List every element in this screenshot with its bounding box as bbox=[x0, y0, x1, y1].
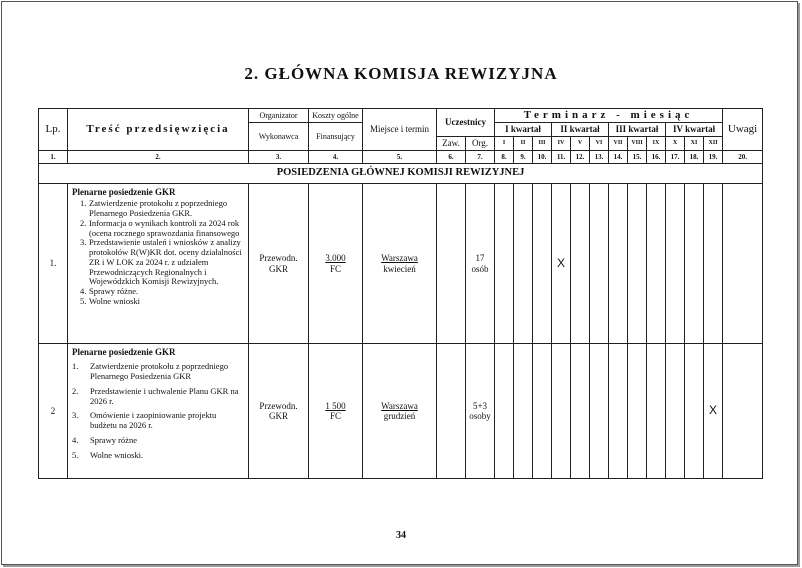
row-zaw bbox=[437, 184, 466, 344]
column-number: 20. bbox=[723, 151, 763, 164]
header-finansujacy: Finansujący bbox=[309, 123, 363, 151]
header-organizator: Organizator bbox=[249, 109, 309, 123]
item-text: Sprawy różne bbox=[90, 434, 137, 445]
miejsce-value: Warszawa bbox=[381, 253, 418, 264]
month-cell bbox=[571, 344, 590, 479]
header-miejsce: Miejsce i termin bbox=[363, 109, 437, 151]
month-header: V bbox=[571, 137, 590, 151]
row-description bbox=[68, 344, 249, 479]
column-number: 14. bbox=[609, 151, 628, 164]
month-header: VII bbox=[609, 137, 628, 151]
koszt-value: 3.000 bbox=[325, 253, 346, 264]
item-number: 4. bbox=[72, 434, 79, 445]
header-q4: IV kwartał bbox=[666, 123, 723, 137]
row-lp: 2 bbox=[39, 344, 68, 479]
month-header: III bbox=[533, 137, 552, 151]
month-cell bbox=[533, 344, 552, 479]
header-org: Org. bbox=[466, 137, 495, 151]
item-text: Zatwierdzenie protokołu z poprzedniego Plenarnego Posiedzenia GKR. bbox=[89, 198, 228, 219]
page-title: 2. GŁÓWNA KOMISJA REWIZYJNA bbox=[244, 64, 558, 83]
header-uczestnicy: Uczestnicy bbox=[437, 109, 495, 137]
column-number: 11. bbox=[552, 151, 571, 164]
item-text: Wolne wnioski bbox=[89, 296, 141, 306]
column-number: 4. bbox=[309, 151, 363, 164]
month-cell bbox=[514, 344, 533, 479]
month-cell bbox=[666, 344, 685, 479]
header-q2: II kwartał bbox=[552, 123, 609, 137]
column-number: 15. bbox=[628, 151, 647, 164]
termin-value: kwiecień bbox=[383, 263, 416, 274]
column-number: 9. bbox=[514, 151, 533, 164]
month-cell bbox=[514, 184, 533, 344]
column-number: 2. bbox=[68, 151, 249, 164]
column-number: 5. bbox=[363, 151, 437, 164]
header-koszty: Koszty ogólne bbox=[309, 109, 363, 123]
miejsce-value: Warszawa bbox=[381, 400, 418, 411]
row-wykonawca bbox=[249, 184, 309, 344]
month-header: XII bbox=[704, 137, 723, 151]
list-item bbox=[72, 219, 245, 239]
item-text: Zatwierdzenie protokołu z poprzedniego Plenarnego Posiedzenia GKR bbox=[90, 361, 229, 382]
row-wykonawca bbox=[249, 344, 309, 479]
month-cell bbox=[628, 344, 647, 479]
page-number: 34 bbox=[396, 530, 406, 541]
month-cell bbox=[609, 184, 628, 344]
month-header: II bbox=[514, 137, 533, 151]
month-header: X bbox=[666, 137, 685, 151]
item-text: Informacja o wynikach kontroli za 2024 rok (ocena rocznego sprawozdania finansowego bbox=[89, 217, 240, 238]
koszt-value: 1 500 bbox=[325, 400, 346, 411]
finansujacy-value: FC bbox=[329, 411, 341, 421]
month-cell bbox=[495, 184, 514, 344]
header-wykonawca: Wykonawca bbox=[249, 123, 309, 151]
finansujacy-value: FC bbox=[329, 263, 341, 274]
plan-table bbox=[38, 108, 763, 479]
column-number: 6. bbox=[437, 151, 466, 164]
item-number: 2. bbox=[72, 385, 79, 396]
wykonawca-line: GKR bbox=[268, 411, 288, 421]
row-title: Plenarne posiedzenie GKR bbox=[72, 347, 176, 357]
month-header: IV bbox=[552, 137, 571, 151]
month-cell bbox=[609, 344, 628, 479]
row-miejsce bbox=[363, 344, 437, 479]
month-cell bbox=[628, 184, 647, 344]
column-number: 3. bbox=[249, 151, 309, 164]
column-number: 18. bbox=[685, 151, 704, 164]
header-lp: Lp. bbox=[39, 109, 68, 151]
month-cell bbox=[571, 184, 590, 344]
table-row bbox=[39, 184, 763, 344]
month-cell bbox=[590, 344, 609, 479]
row-zaw bbox=[437, 344, 466, 479]
list-item bbox=[72, 411, 245, 431]
month-cell bbox=[685, 184, 704, 344]
month-header: I bbox=[495, 137, 514, 151]
month-header: VI bbox=[590, 137, 609, 151]
month-cell bbox=[704, 184, 723, 344]
row-description bbox=[68, 184, 249, 344]
month-cell bbox=[647, 344, 666, 479]
month-cell bbox=[666, 184, 685, 344]
agenda-list bbox=[72, 362, 245, 460]
column-number: 8. bbox=[495, 151, 514, 164]
termin-value: grudzień bbox=[383, 411, 416, 421]
item-text: Przedstawienie ustaleń i wniosków z analizy protokołów R(W)KR dot. oceny działalności ZR i W LOK za 2024 r. z udziałem Przewodniczących Regionalnych i Wojewódzkich Komisji Rewizyjnych. bbox=[89, 237, 242, 287]
month-header: XI bbox=[685, 137, 704, 151]
item-text: Sprawy różne. bbox=[89, 286, 139, 297]
list-item bbox=[72, 362, 245, 382]
uczestnicy-count: 17 bbox=[475, 253, 485, 264]
header-zaw: Zaw. bbox=[437, 137, 466, 151]
item-number: 3. bbox=[72, 410, 79, 421]
item-number: 1. bbox=[80, 198, 87, 209]
month-cell bbox=[552, 344, 571, 479]
list-item bbox=[72, 238, 245, 287]
item-text: Omówienie i zaopiniowanie projektu budżetu na 2026 r. bbox=[90, 410, 217, 431]
row-org bbox=[466, 184, 495, 344]
month-mark: X bbox=[704, 344, 723, 479]
column-number: 13. bbox=[590, 151, 609, 164]
item-number: 1. bbox=[72, 361, 79, 372]
row-miejsce bbox=[363, 184, 437, 344]
row-koszt bbox=[309, 184, 363, 344]
column-number: 7. bbox=[466, 151, 495, 164]
month-cell bbox=[590, 184, 609, 344]
row-org bbox=[466, 344, 495, 479]
list-item bbox=[72, 451, 245, 461]
item-number: 5. bbox=[72, 449, 79, 460]
wykonawca-line: GKR bbox=[268, 263, 288, 274]
month-header: VIII bbox=[628, 137, 647, 151]
uczestnicy-unit: osoby bbox=[469, 411, 491, 421]
list-item bbox=[72, 436, 245, 446]
uczestnicy-count: 5+3 bbox=[472, 400, 488, 411]
row-koszt bbox=[309, 344, 363, 479]
column-number: 16. bbox=[647, 151, 666, 164]
column-number: 19. bbox=[704, 151, 723, 164]
item-number: 3. bbox=[80, 237, 87, 248]
agenda-list bbox=[72, 199, 245, 306]
wykonawca-line: Przewodn. bbox=[259, 253, 298, 264]
column-number: 10. bbox=[533, 151, 552, 164]
header-q3: III kwartał bbox=[609, 123, 666, 137]
column-number: 1. bbox=[39, 151, 68, 164]
month-cell bbox=[533, 184, 552, 344]
list-item bbox=[72, 199, 245, 219]
month-mark: X bbox=[552, 184, 571, 344]
table-row bbox=[39, 344, 763, 479]
header-tresc: Treść przedsięwzięcia bbox=[68, 109, 249, 151]
row-lp: 1. bbox=[39, 184, 68, 344]
item-text: Przedstawienie i uchwalenie Planu GKR na 2026 r. bbox=[90, 385, 239, 406]
wykonawca-line: Przewodn. bbox=[259, 400, 298, 411]
uczestnicy-unit: osób bbox=[471, 263, 489, 274]
list-item bbox=[72, 387, 245, 407]
row-title: Plenarne posiedzenie GKR bbox=[72, 187, 176, 197]
header-uwagi: Uwagi bbox=[723, 109, 763, 151]
row-uwagi bbox=[723, 344, 763, 479]
header-terminarz: Terminarz - miesiąc bbox=[495, 109, 723, 123]
header-q1: I kwartał bbox=[495, 123, 552, 137]
column-number: 17. bbox=[666, 151, 685, 164]
column-number: 12. bbox=[571, 151, 590, 164]
month-cell bbox=[495, 344, 514, 479]
row-uwagi bbox=[723, 184, 763, 344]
item-number: 5. bbox=[80, 296, 87, 306]
month-cell bbox=[647, 184, 666, 344]
list-item bbox=[72, 297, 245, 307]
section-title: POSIEDZENIA GŁÓWNEJ KOMISJI REWIZYJNEJ bbox=[39, 164, 763, 184]
month-cell bbox=[685, 344, 704, 479]
item-number: 4. bbox=[80, 286, 87, 297]
item-text: Wolne wnioski. bbox=[90, 449, 144, 460]
month-header: IX bbox=[647, 137, 666, 151]
item-number: 2. bbox=[80, 217, 87, 228]
